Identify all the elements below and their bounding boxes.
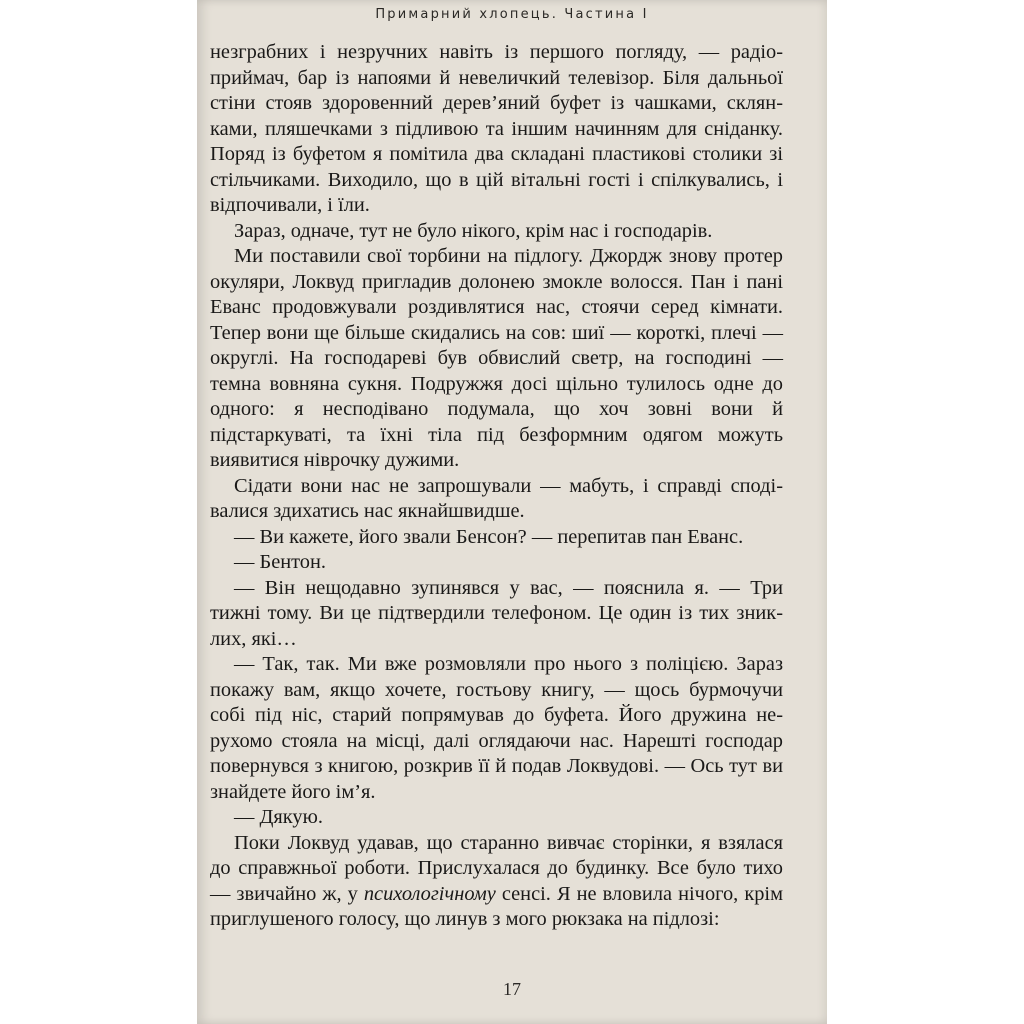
paragraph: Сідати вони нас не запрошували — мабуть, і справді сподівалися здихатись нас якнайшвидше. bbox=[210, 474, 783, 522]
dialogue-line: — Так, так. Ми вже розмовляли про нього з поліцією. Зараз покажу вам, якщо хочете, гостьову книгу, — щось бурмочучи собі під ніс, старий попрямував до буфета. Його дружина нерухомо стояла на місці, далі оглядаючи нас. Нарешті господар повернувся з книгою, розкрив її й подав Локвудові. — Ось тут ви знайдете його ім’я. bbox=[210, 653, 783, 803]
paragraph: Зараз, одначе, тут не було нікого, крім нас і господарів. bbox=[234, 219, 713, 242]
page-number: 17 bbox=[503, 979, 521, 999]
emphasized-word: психологічному bbox=[363, 882, 496, 905]
body-text bbox=[210, 40, 783, 933]
paragraph: Ми поставили свої торбини на підлогу. Джордж знову протер окуляри, Локвуд пригладив долонею змокле волосся. Пан і пані Еванс продовжували роздивлятися нас, стоячи серед кімнати. Тепер вони ще більше скидались на сов: шиї — короткі, плечі — округлі. На господареві був обвислий светр, на господині — темна вовняна сукня. Подружжя досі щільно тулилось одне до одного: я несподівано подумала, що хоч зовні вони й підстаркуваті, та їхні тіла під безформним одягом можуть виявитися ніврочку дужими. bbox=[210, 245, 783, 471]
dialogue-line: — Дякую. bbox=[234, 806, 323, 828]
dialogue-line: — Ви кажете, його звали Бенсон? — перепитав пан Еванс. bbox=[234, 525, 744, 548]
paragraph-last bbox=[210, 831, 783, 933]
text-run: сенсі. Я не вловила нічого, крім приглушеного голосу, що линув з мого рюкзака на підлозі: bbox=[210, 882, 783, 930]
paragraph: незграбних і незручних навіть із першого погляду, — радіоприймач, бар із напоями й невеличкий телевізор. Біля дальньої стіни стояв здоровенний дерев’яний буфет із чашками, склянками, пляшечками з підливою та іншим начинням для сніданку. Поряд із буфетом я помітила два складані пластикові столики зі стільчиками. Виходило, що в цій вітальні гості і спілкувались, і відпочивали, і їли. bbox=[210, 41, 783, 216]
dialogue-line: — Бентон. bbox=[234, 551, 327, 573]
book-page bbox=[197, 0, 827, 1024]
dialogue-line: — Він нещодавно зупинявся у вас, — пояснила я. — Три тижні тому. Ви це підтвердили телефоном. Це один із тих зниклих, які… bbox=[210, 576, 783, 650]
text-run: Поки Локвуд удавав, що старанно вивчає сторінки, я взялася до справжньої роботи. Прислухалася до будинку. Все було тихо — звичайно ж, у bbox=[210, 831, 783, 905]
running-header: Примарний хлопець. Частина I bbox=[375, 7, 649, 22]
